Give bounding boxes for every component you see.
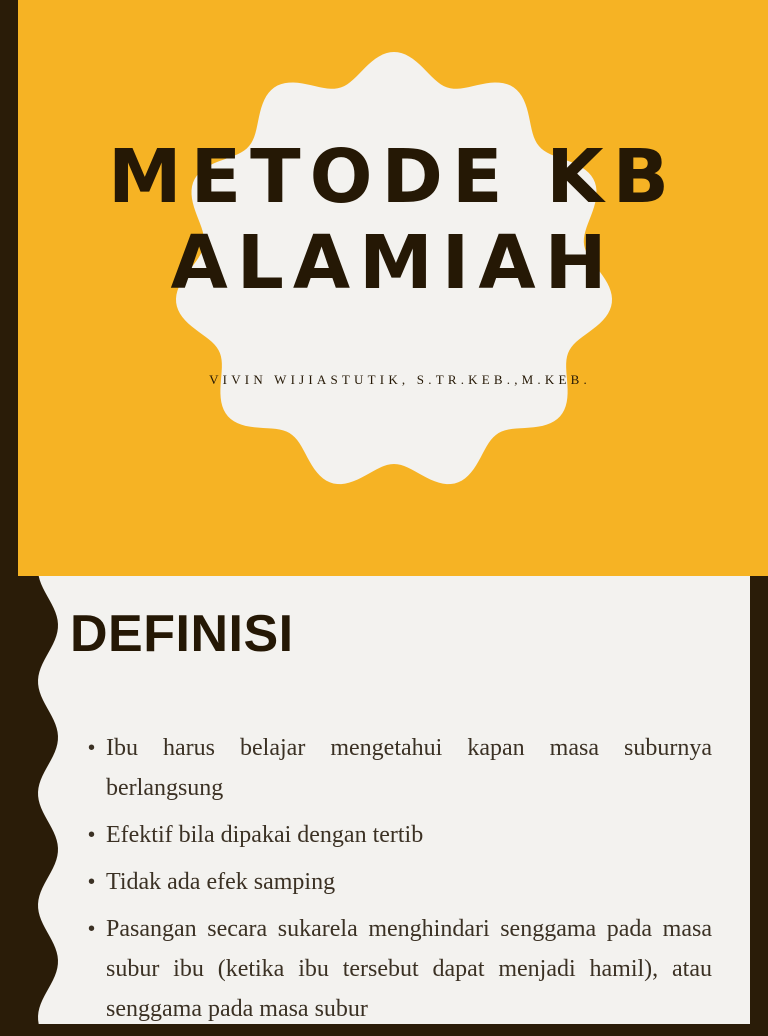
wavy-edge	[18, 576, 58, 1024]
bullet-list	[88, 728, 712, 1036]
bullet-item: • Efektif bila dipakai dengan tertib	[88, 815, 712, 855]
slide-title	[0, 134, 768, 306]
bullet-item: • Ibu harus belajar mengetahui kapan masa suburnya berlangsung	[88, 728, 712, 808]
title-line-2: ALAMIAH	[170, 220, 616, 306]
title-line-1: METODE KB	[107, 134, 679, 220]
bullet-item: • Tidak ada efek samping	[88, 862, 712, 902]
section-heading: DEFINISI	[70, 605, 294, 663]
author-name: VIVIN WIJIASTUTIK, S.TR.KEB.,M.KEB.	[209, 372, 591, 387]
wave-shape	[18, 576, 58, 1024]
bullet-item: • Pasangan secara sukarela menghindari senggama pada masa subur ibu (ketika ibu tersebut dapat menjadi hamil), atau senggama pada masa subur	[88, 909, 712, 1029]
